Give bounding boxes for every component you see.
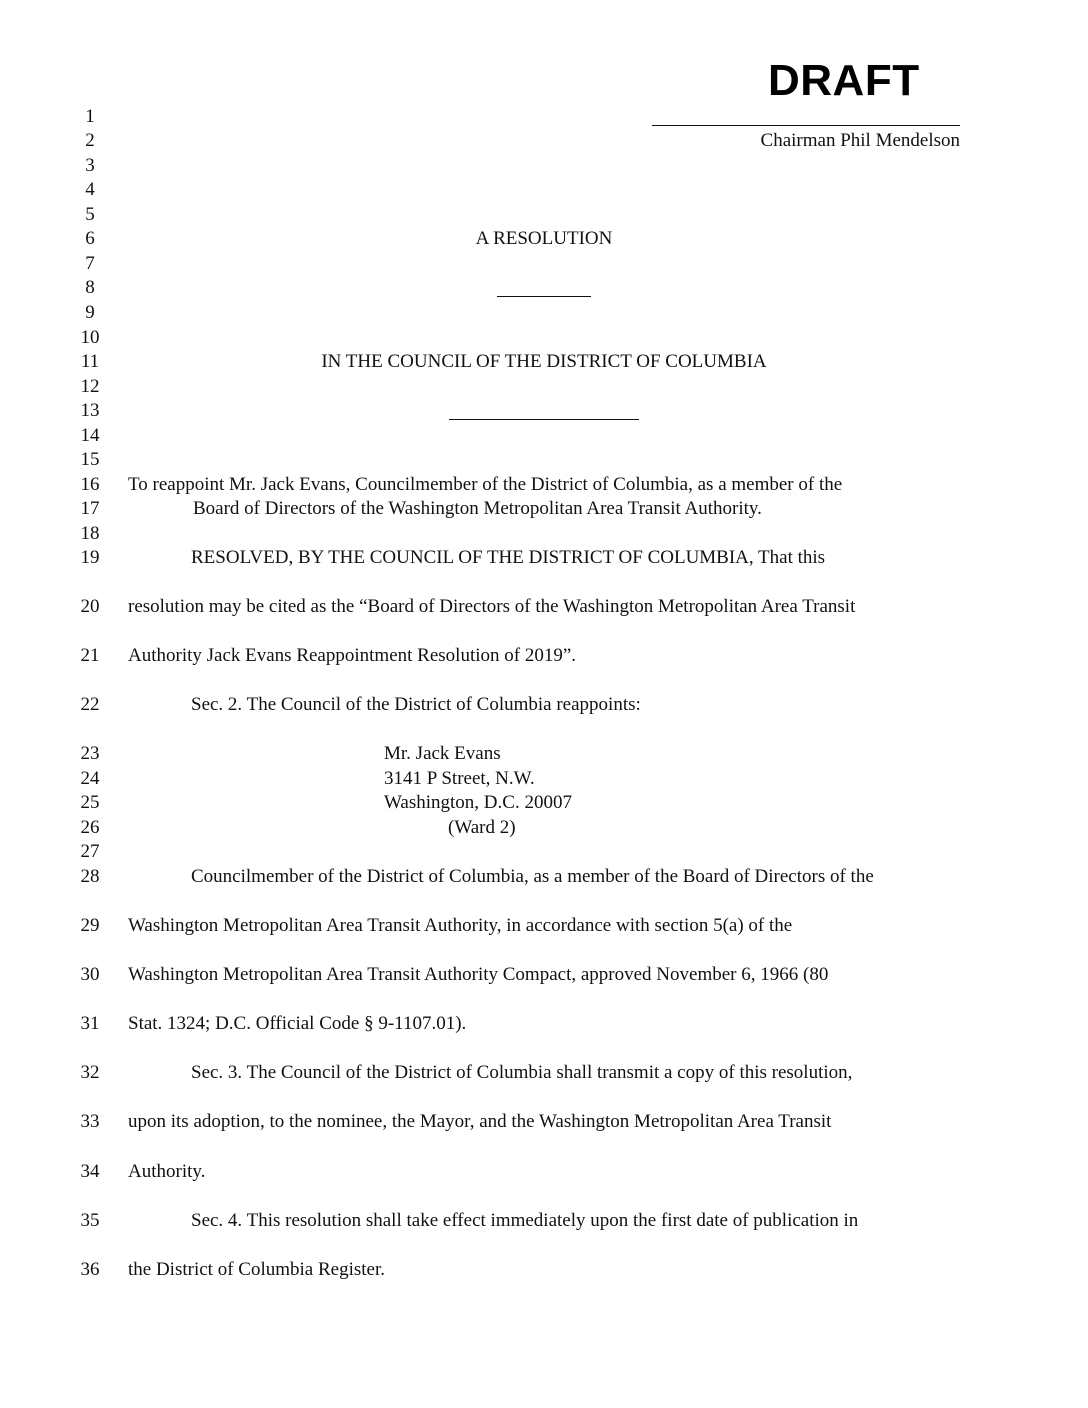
council-heading: IN THE COUNCIL OF THE DISTRICT OF COLUMBIA [321, 351, 767, 372]
body-line: Sec. 3. The Council of the District of Columbia shall transmit a copy of this resolution, [191, 1062, 853, 1083]
line-number: 23 [80, 743, 100, 764]
line-number: 10 [80, 327, 100, 348]
line-number: 6 [85, 228, 95, 249]
line-number: 35 [80, 1210, 100, 1231]
body-line: Sec. 4. This resolution shall take effect immediately upon the first date of publication in [191, 1210, 859, 1231]
line-number: 36 [80, 1259, 100, 1280]
body-line: upon its adoption, to the nominee, the Mayor, and the Washington Metropolitan Area Transit [128, 1111, 832, 1132]
line-number: 30 [80, 964, 100, 985]
appointee-street: 3141 P Street, N.W. [384, 768, 535, 789]
appointee-name: Mr. Jack Evans [384, 743, 501, 764]
line-number: 28 [80, 866, 100, 887]
line-number: 27 [80, 841, 100, 862]
title-line: To reappoint Mr. Jack Evans, Councilmember of the District of Columbia, as a member of the [128, 474, 843, 495]
line-number: 33 [80, 1111, 100, 1132]
body-line: Washington Metropolitan Area Transit Authority, in accordance with section 5(a) of the [128, 915, 793, 936]
line-number: 5 [85, 204, 95, 225]
line-number: 32 [80, 1062, 100, 1083]
council-rule [449, 419, 639, 420]
line-number: 25 [80, 792, 100, 813]
heading-rule [497, 296, 591, 297]
line-number: 34 [80, 1161, 100, 1182]
body-line: Authority. [128, 1161, 206, 1182]
body-line: the District of Columbia Register. [128, 1259, 385, 1280]
line-number: 21 [80, 645, 100, 666]
line-number: 16 [80, 474, 100, 495]
line-number: 9 [85, 302, 95, 323]
line-number: 13 [80, 400, 100, 421]
line-number: 26 [80, 817, 100, 838]
line-number: 3 [85, 155, 95, 176]
line-number: 1 [85, 106, 95, 127]
line-number: 7 [85, 253, 95, 274]
body-line: Washington Metropolitan Area Transit Authority Compact, approved November 6, 1966 (80 [128, 964, 829, 985]
appointee-city: Washington, D.C. 20007 [384, 792, 572, 813]
line-number: 2 [85, 130, 95, 151]
line-number: 15 [80, 449, 100, 470]
line-number: 4 [85, 179, 95, 200]
body-line: Sec. 2. The Council of the District of Columbia reappoints: [191, 694, 641, 715]
appointee-ward: (Ward 2) [448, 817, 516, 838]
body-line: resolution may be cited as the “Board of Directors of the Washington Metropolitan Area Transit [128, 596, 856, 617]
line-number: 24 [80, 768, 100, 789]
line-number: 12 [80, 376, 100, 397]
body-line: Councilmember of the District of Columbia, as a member of the Board of Directors of the [191, 866, 874, 887]
body-line: RESOLVED, BY THE COUNCIL OF THE DISTRICT OF COLUMBIA, That this [191, 547, 826, 568]
document-heading: A RESOLUTION [475, 228, 613, 249]
line-number: 29 [80, 915, 100, 936]
line-number: 14 [80, 425, 100, 446]
signature-line [652, 125, 960, 126]
line-number: 8 [85, 277, 95, 298]
draft-watermark: DRAFT [768, 56, 920, 105]
line-number: 11 [80, 351, 100, 372]
body-line: Authority Jack Evans Reappointment Resolution of 2019”. [128, 645, 577, 666]
line-number: 19 [80, 547, 100, 568]
line-number: 18 [80, 523, 100, 544]
line-number: 31 [80, 1013, 100, 1034]
line-number: 17 [80, 498, 100, 519]
line-number: 20 [80, 596, 100, 617]
sponsor-name: Chairman Phil Mendelson [760, 130, 960, 151]
body-line: Stat. 1324; D.C. Official Code § 9-1107.01). [128, 1013, 467, 1034]
line-number: 22 [80, 694, 100, 715]
title-line: Board of Directors of the Washington Metropolitan Area Transit Authority. [193, 498, 762, 519]
